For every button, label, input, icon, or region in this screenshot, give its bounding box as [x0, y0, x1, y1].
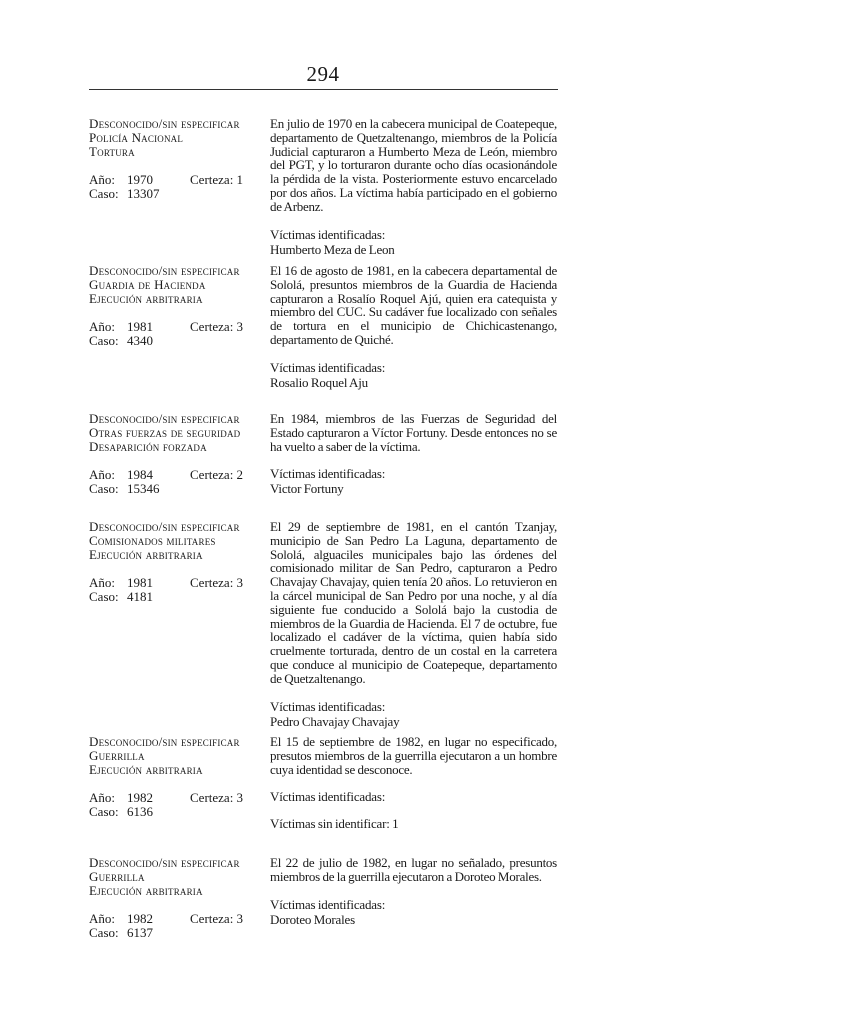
victims-block	[270, 897, 557, 927]
violation-label: Desaparición forzada	[89, 439, 207, 454]
narrative-text: En julio de 1970 en la cabecera municipal de Coatepeque, departamento de Quetzaltenango, miembros de la Policía Judicial capturaron a Humberto Meza de León, miembro del PGT, y lo torturaron durante ocho días ocasionándole la pérdida de la vista. Posteriormente estuvo encarcelado por dos años. La víctima había participado en el gobierno de Arbenz.	[270, 116, 557, 214]
perpetrator-label: Desconocido/sin especificar	[89, 519, 240, 534]
case-number: 4181	[127, 589, 153, 604]
violation-label: Ejecución arbitraria	[89, 762, 203, 777]
perpetrator-label: Desconocido/sin especificar	[89, 263, 240, 278]
narrative-text: En 1984, miembros de las Fuerzas de Seguridad del Estado capturaron a Víctor Fortuny. Desde entonces no se ha vuelto a saber de la víctima.	[270, 411, 557, 454]
year-label: Año:	[89, 911, 115, 926]
case-metadata	[89, 264, 264, 348]
violation-label: Ejecución arbitraria	[89, 883, 203, 898]
year-value: 1981	[127, 575, 153, 590]
case-label: Caso:	[89, 481, 119, 496]
victims-block	[270, 360, 557, 390]
victim-name: Pedro Chavajay Chavajay	[270, 713, 400, 729]
narrative-text: El 15 de septiembre de 1982, en lugar no especificado, presutos miembros de la guerrilla ejecutaron a un hombre cuya identidad se desconoce.	[270, 734, 557, 777]
case-label: Caso:	[89, 925, 119, 940]
victims-label: Víctimas identificadas:	[270, 359, 386, 375]
victim-name: Victor Fortuny	[270, 481, 344, 497]
narrative-text: El 22 de julio de 1982, en lugar no señalado, presuntos miembros de la guerrilla ejecutaron a Doroteo Morales.	[270, 855, 557, 884]
case-narrative	[270, 856, 557, 927]
certainty-label: Certeza: 2	[190, 467, 244, 482]
force-label: Otras fuerzas de seguridad	[89, 425, 241, 440]
force-label: Comisionados militares	[89, 533, 216, 548]
case-number: 6137	[127, 925, 153, 940]
case-metadata	[89, 520, 264, 604]
case-narrative	[270, 412, 557, 496]
case-number: 15346	[127, 481, 160, 496]
year-value: 1982	[127, 911, 153, 926]
year-label: Año:	[89, 319, 115, 334]
case-narrative	[270, 117, 557, 257]
victims-block	[270, 789, 557, 831]
case-metadata	[89, 735, 264, 819]
force-label: Guerrilla	[89, 869, 145, 884]
page-number: 294	[306, 62, 340, 86]
violation-label: Ejecución arbitraria	[89, 291, 203, 306]
unidentified-victims: Víctimas sin identificar: 1	[270, 816, 399, 832]
case-narrative	[270, 264, 557, 390]
certainty-label: Certeza: 3	[190, 790, 244, 805]
year-value: 1982	[127, 790, 153, 805]
force-label: Policía Nacional	[89, 130, 184, 145]
perpetrator-label: Desconocido/sin especificar	[89, 855, 240, 870]
perpetrator-label: Desconocido/sin especificar	[89, 411, 240, 426]
case-label: Caso:	[89, 186, 119, 201]
force-label: Guardia de Hacienda	[89, 277, 206, 292]
case-narrative	[270, 520, 557, 729]
victims-label: Víctimas identificadas:	[270, 789, 386, 805]
victims-block	[270, 466, 557, 496]
case-narrative	[270, 735, 557, 831]
certainty-label: Certeza: 3	[190, 575, 244, 590]
year-label: Año:	[89, 467, 115, 482]
certainty-label: Certeza: 3	[190, 319, 244, 334]
victims-label: Víctimas identificadas:	[270, 466, 386, 482]
perpetrator-label: Desconocido/sin especificar	[89, 734, 240, 749]
case-metadata	[89, 117, 264, 201]
year-value: 1970	[127, 172, 153, 187]
case-number: 6136	[127, 804, 153, 819]
case-metadata	[89, 856, 264, 940]
certainty-label: Certeza: 1	[190, 172, 244, 187]
victims-label: Víctimas identificadas:	[270, 226, 386, 242]
case-number: 4340	[127, 333, 153, 348]
case-label: Caso:	[89, 333, 119, 348]
victims-label: Víctimas identificadas:	[270, 896, 386, 912]
force-label: Guerrilla	[89, 748, 145, 763]
year-label: Año:	[89, 575, 115, 590]
victims-label: Víctimas identificadas:	[270, 698, 386, 714]
year-value: 1981	[127, 319, 153, 334]
case-label: Caso:	[89, 589, 119, 604]
narrative-text: El 16 de agosto de 1981, en la cabecera departamental de Sololá, presuntos miembros de la Guardia de Hacienda capturaron a Rosalío Roquel Ajú, quien era catequista y miembro del CUC. Su cadáver fue localizado con señales de tortura en el municipio de Chichicastenango, departamento de Quiché.	[270, 263, 557, 347]
victims-block	[270, 699, 557, 729]
year-label: Año:	[89, 172, 115, 187]
certainty-label: Certeza: 3	[190, 911, 244, 926]
victim-name: Doroteo Morales	[270, 911, 355, 927]
year-label: Año:	[89, 790, 115, 805]
case-label: Caso:	[89, 804, 119, 819]
header-rule	[89, 89, 558, 90]
year-value: 1984	[127, 467, 153, 482]
victim-name: Humberto Meza de Leon	[270, 241, 395, 257]
case-metadata	[89, 412, 264, 496]
perpetrator-label: Desconocido/sin especificar	[89, 116, 240, 131]
case-number: 13307	[127, 186, 160, 201]
violation-label: Tortura	[89, 144, 135, 159]
narrative-text: El 29 de septiembre de 1981, en el cantón Tzanjay, municipio de San Pedro La Laguna, departamento de Sololá, alguaciles municipales bajo las órdenes del comisionado militar de San Pedro, capturaron a Pedro Chavajay Chavajay, quien tenía 20 años. Lo retuvieron en la cárcel municipal de San Pedro por una noche, y al día siguiente fue conducido a Sololá bajo la custodia de miembros de la Guardia de Hacienda. El 7 de octubre, fue localizado el cadáver de la víctima, quien había sido cruelmente torturada, dentro de un costal en la carretera que conduce al municipio de Coatepeque, departamento de Quetzaltenango.	[270, 519, 557, 686]
violation-label: Ejecución arbitraria	[89, 547, 203, 562]
victim-name: Rosalio Roquel Aju	[270, 374, 368, 390]
victims-block	[270, 227, 557, 257]
